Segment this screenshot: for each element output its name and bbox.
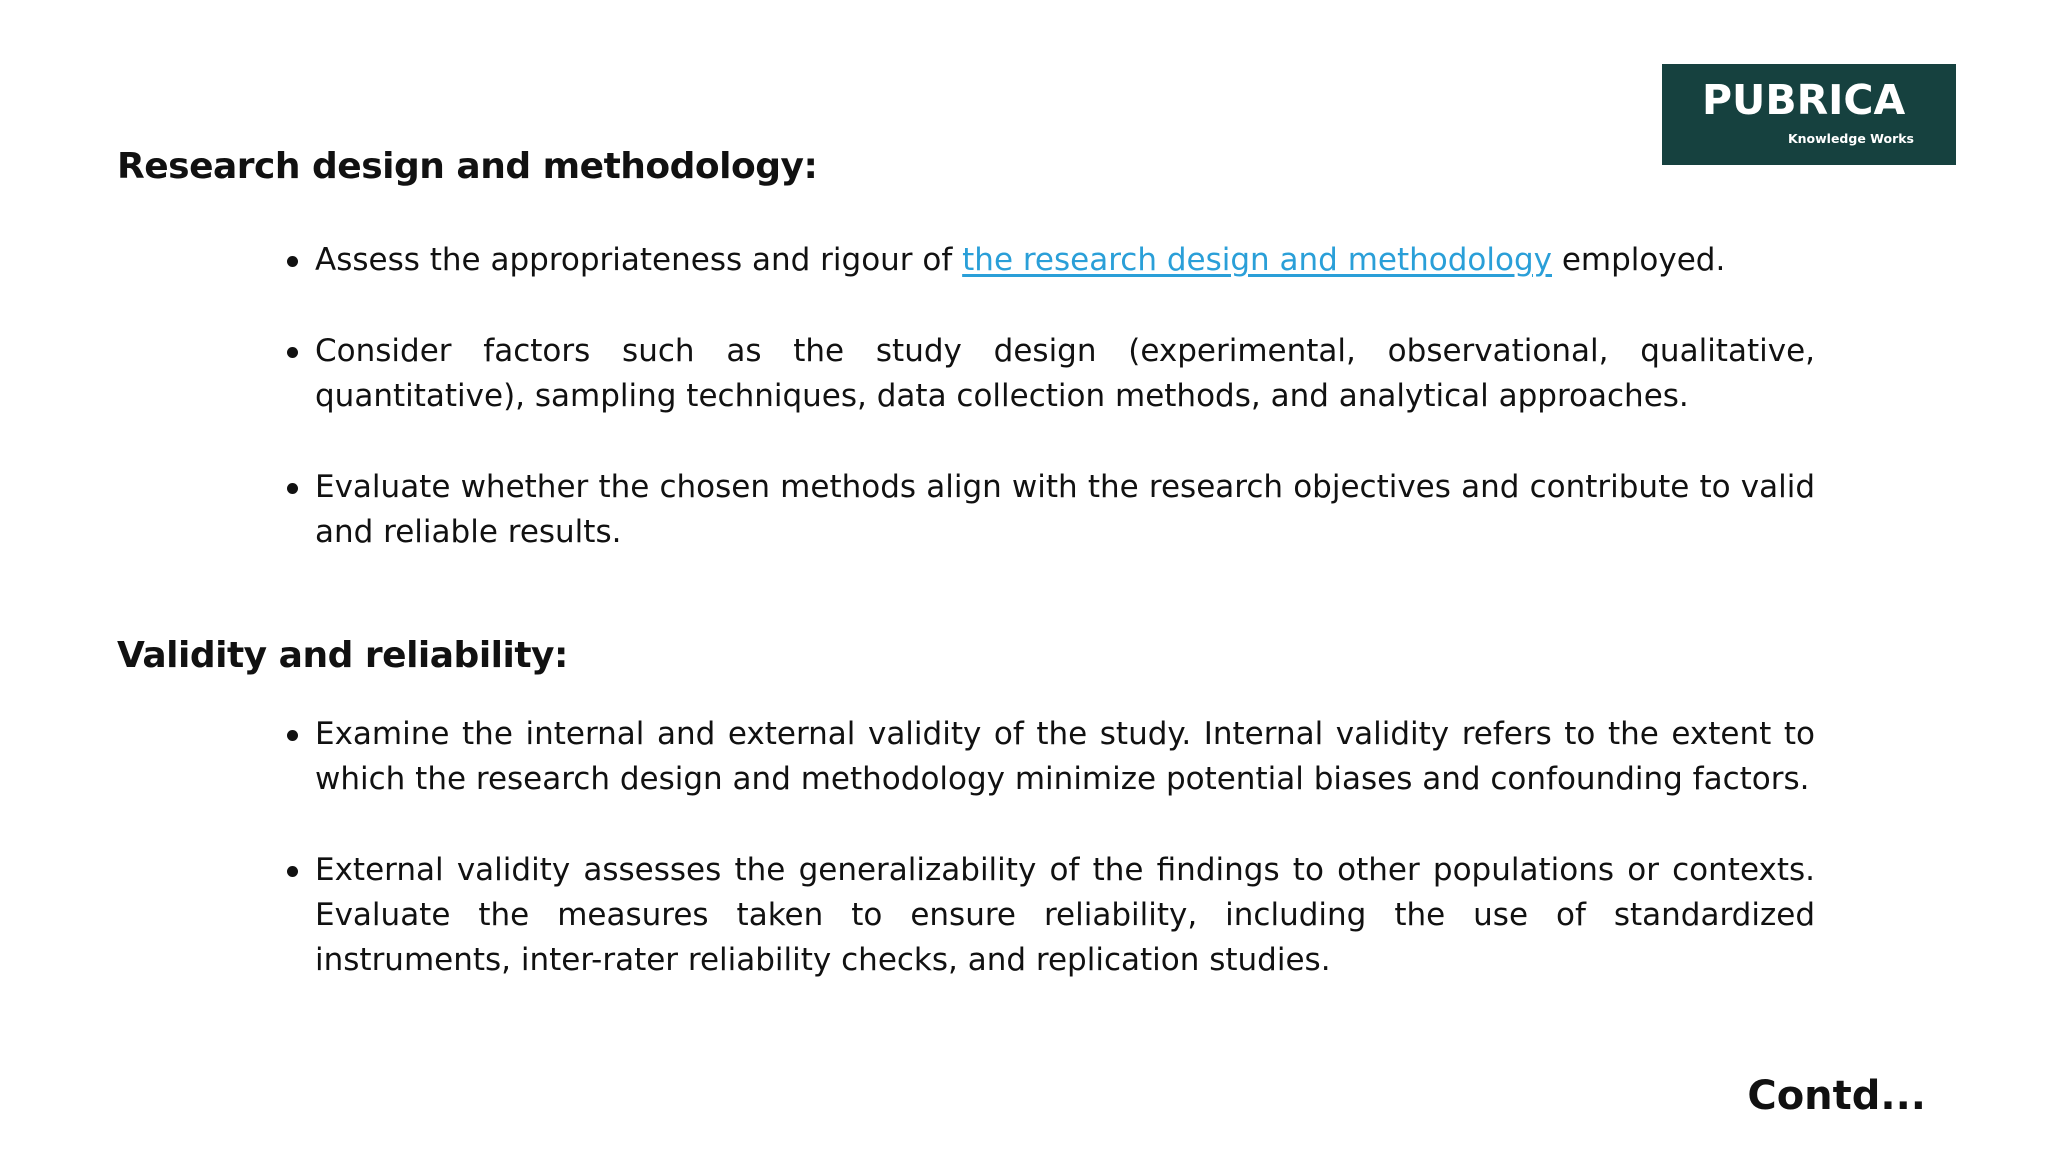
bullet-text-suffix: employed.: [1552, 242, 1726, 278]
logo-tagline: Knowledge Works: [1787, 131, 1914, 146]
bullet-text: Examine the internal and external validity of the study. Internal validity refers to the extent to which the research design and methodology minimize potential biases and confounding factors.: [315, 716, 1815, 797]
bullet-dot: [287, 347, 298, 358]
contd-label: Contd...: [1747, 1073, 1926, 1119]
list-item: [315, 712, 1815, 802]
bullet-text: Consider factors such as the study design (experimental, observational, qualitative, quantitative), sampling techniques, data collection methods, and analytical approaches.: [315, 333, 1815, 414]
research-design-bullet-list: [315, 238, 1815, 555]
bullet-dot: [287, 866, 298, 877]
section-heading-research-design: Research design and methodology:: [117, 146, 818, 187]
bullet-text: Evaluate whether the chosen methods align with the research objectives and contribute to valid and reliable results.: [315, 469, 1815, 550]
list-item: [315, 238, 1815, 283]
research-design-methodology-link[interactable]: the research design and methodology: [962, 242, 1552, 278]
pubrica-logo: [1662, 64, 1956, 165]
bullet-dot: [287, 256, 298, 267]
bullet-text-prefix: Assess the appropriateness and rigour of: [315, 242, 963, 278]
bullet-dot: [287, 483, 298, 494]
list-item: [315, 848, 1815, 983]
list-item: [315, 329, 1815, 419]
section-heading-validity-reliability: Validity and reliability:: [117, 635, 568, 676]
validity-bullet-list: [315, 712, 1815, 983]
bullet-text: External validity assesses the generalizability of the findings to other populations or contexts. Evaluate the measures taken to ensure reliability, including the use of standardized instruments, inter-rater reliability checks, and replication studies.: [315, 852, 1815, 978]
bullet-dot: [287, 730, 298, 741]
list-item: [315, 465, 1815, 555]
logo-brand-text: PUBRICA: [1702, 76, 1906, 124]
